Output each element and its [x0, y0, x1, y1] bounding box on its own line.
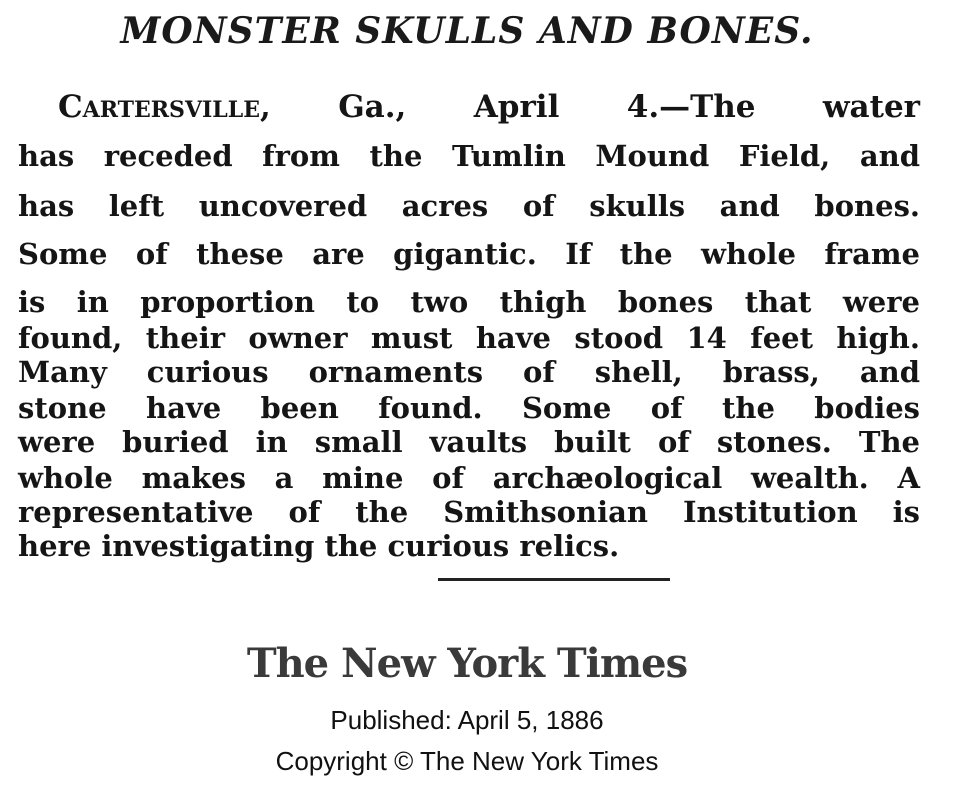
- dateline-line: [58, 89, 920, 125]
- article-line: has receded from the Tumlin Mound Field, and: [18, 139, 920, 173]
- article-line: is in proportion to two thigh bones that were: [18, 285, 920, 319]
- article-headline: MONSTER SKULLS AND BONES.: [120, 10, 814, 52]
- published-date: Published: April 5, 1886: [330, 705, 604, 735]
- article-line: found, their owner must have stood 14 feet high.: [18, 321, 920, 355]
- dateline-rest: , Ga., April 4.—The water: [260, 89, 920, 125]
- dateline-place: Cartersville: [58, 89, 261, 125]
- article-line: representative of the Smithsonian Institution is: [18, 495, 920, 529]
- end-rule: [438, 578, 670, 581]
- article-line: stone have been found. Some of the bodies: [18, 391, 920, 425]
- nyt-masthead: The New York Times: [246, 640, 688, 687]
- article-line: Many curious ornaments of shell, brass, and: [18, 355, 920, 389]
- article-line: Some of these are gigantic. If the whole frame: [18, 237, 920, 271]
- article-line: were buried in small vaults built of stones. The: [18, 425, 920, 459]
- article-line: whole makes a mine of archæological wealth. A: [18, 461, 920, 495]
- copyright-notice: Copyright © The New York Times: [275, 746, 659, 776]
- article-line: has left uncovered acres of skulls and bones.: [18, 189, 920, 223]
- article-line: here investigating the curious relics.: [18, 529, 620, 563]
